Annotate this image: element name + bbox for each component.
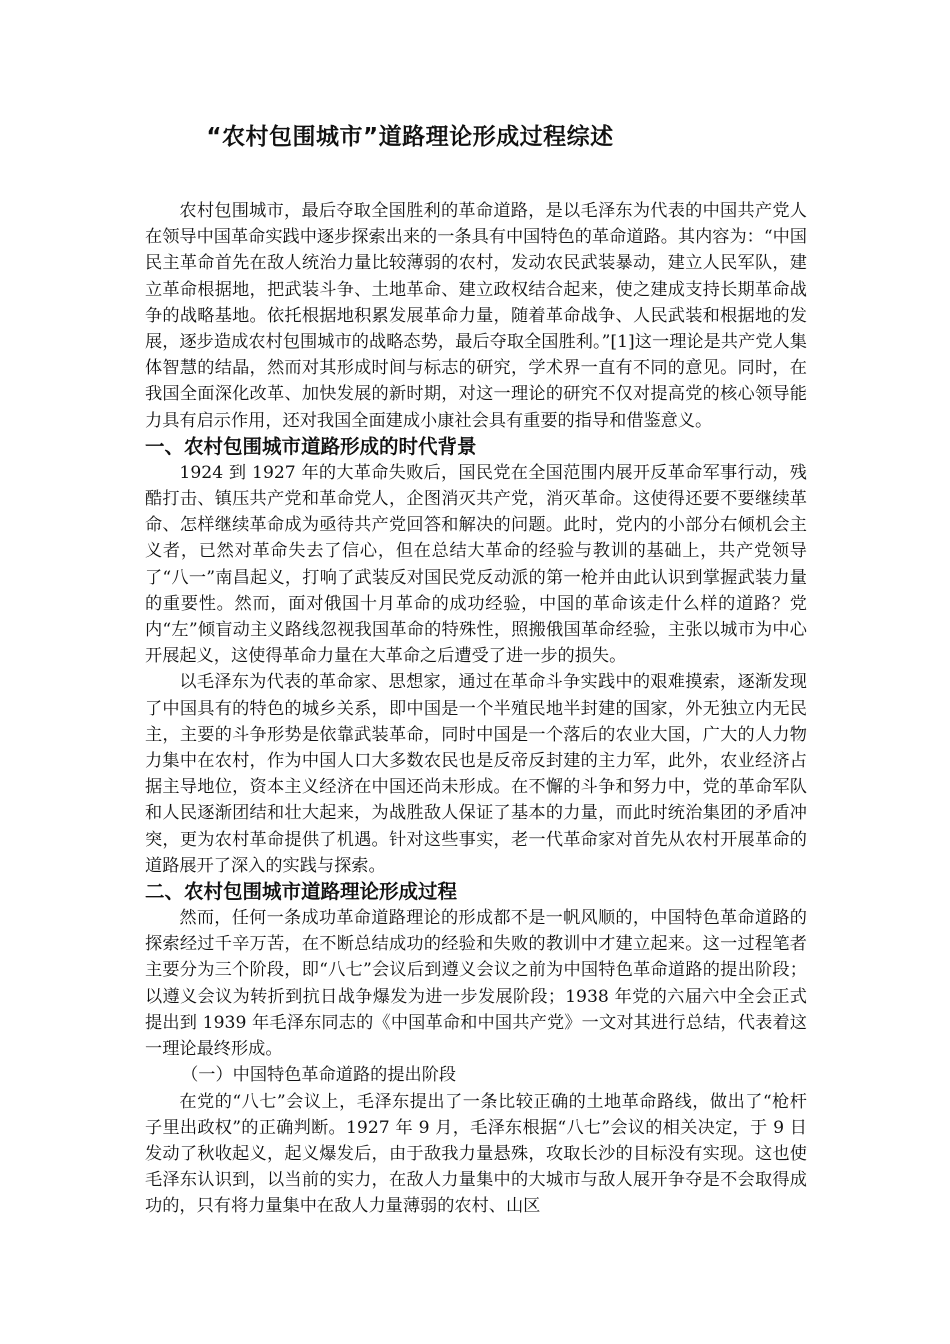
section-1-paragraph-2: 以毛泽东为代表的革命家、思想家，通过在革命斗争实践中的艰难摸索，逐渐发现了中国具有的特色的城乡关系，即中国是一个半殖民地半封建的国家，外无独立内无民主，主要的斗争形势是依靠武装革命，同时中国是一个落后的农业大国，广大的人力物力集中在农村，作为中国人口大多数农民也是反帝反封建的主力军，此外，农业经济占据主导地位，资本主义经济在中国还尚未形成。在不懈的斗争和努力中，党的革命军队和人民逐渐团结和壮大起来，为战胜敌人保证了基本的力量，而此时统治集团的矛盾冲突，更为农村革命提供了机遇。针对这些事实，老一代革命家对首先从农村开展革命的道路展开了深入的实践与探索。: [145, 672, 807, 876]
section-2-heading: 二、农村包围城市道路理论形成过程: [145, 880, 458, 904]
document-title: “农村包围城市”道路理论形成过程综述: [206, 124, 614, 150]
section-2-paragraph-2: 在党的“八七”会议上，毛泽东提出了一条比较正确的土地革命路线，做出了“枪杆子里出政权”的正确判断。1927 年 9 月，毛泽东根据“八七”会议的相关决定，于 9 日发动了秋收起义，起义爆发后，由于敌我力量悬殊，攻取长沙的目标没有实现。这也使毛泽东认识到，以当前的实力，在敌人力量集中的大城市与敌人展开争夺是不会取得成功的，只有将力量集中在敌人力量薄弱的农村、山区: [145, 1091, 807, 1217]
document-body: [145, 198, 807, 1220]
section-2-subheading: （一）中国特色革命道路的提出阶段: [181, 1065, 457, 1086]
section-1-paragraph-1: 1924 到 1927 年的大革命失败后，国民党在全国范围内展开反革命军事行动，残酷打击、镇压共产党和革命党人，企图消灭共产党，消灭革命。这使得还要不要继续革命、怎样继续革命成为亟待共产党回答和解决的问题。此时，党内的小部分右倾机会主义者，已然对革命失去了信心，但在总结大革命的经验与教训的基础上，共产党领导了“八一”南昌起义，打响了武装反对国民党反动派的第一枪并由此认识到掌握武装力量的重要性。然而，面对俄国十月革命的成功经验，中国的革命该走什么样的道路？党内“左”倾盲动主义路线忽视我国革命的特殊性，照搬俄国革命经验，主张以城市为中心开展起义，这使得革命力量在大革命之后遭受了进一步的损失。: [145, 462, 807, 667]
section-1-heading: 一、农村包围城市道路形成的时代背景: [145, 434, 477, 458]
intro-paragraph: 农村包围城市，最后夺取全国胜利的革命道路，是以毛泽东为代表的中国共产党人在领导中国革命实践中逐步探索出来的一条具有中国特色的革命道路。其内容为：“中国民主革命首先在敌人统治力量比较薄弱的农村，发动农民武装暴动，建立人民军队，建立革命根据地，把武装斗争、土地革命、建立政权结合起来，使之建成支持长期革命战争的战略基地。依托根据地积累发展革命力量，随着革命战争、人民武装和根据地的发展，逐步造成农村包围城市的战略态势，最后夺取全国胜利。”[1]这一理论是共产党人集体智慧的结晶，然而对其形成时间与标志的研究，学术界一直有不同的意见。同时，在我国全面深化改革、加快发展的新时期，对这一理论的研究不仅对提高党的核心领导能力具有启示作用，还对我国全面建成小康社会具有重要的指导和借鉴意义。: [145, 201, 807, 431]
section-2-paragraph-1: 然而，任何一条成功革命道路理论的形成都不是一帆风顺的，中国特色革命道路的探索经过千辛万苦，在不断总结成功的经验和失败的教训中才建立起来。这一过程笔者主要分为三个阶段，即“八七”会议后到遵义会议之前为中国特色革命道路的提出阶段；以遵义会议为转折到抗日战争爆发为进一步发展阶段；1938 年党的六届六中全会正式提出到 1939 年毛泽东同志的《中国革命和中国共产党》一文对其进行总结，代表着这一理论最终形成。: [145, 908, 807, 1060]
